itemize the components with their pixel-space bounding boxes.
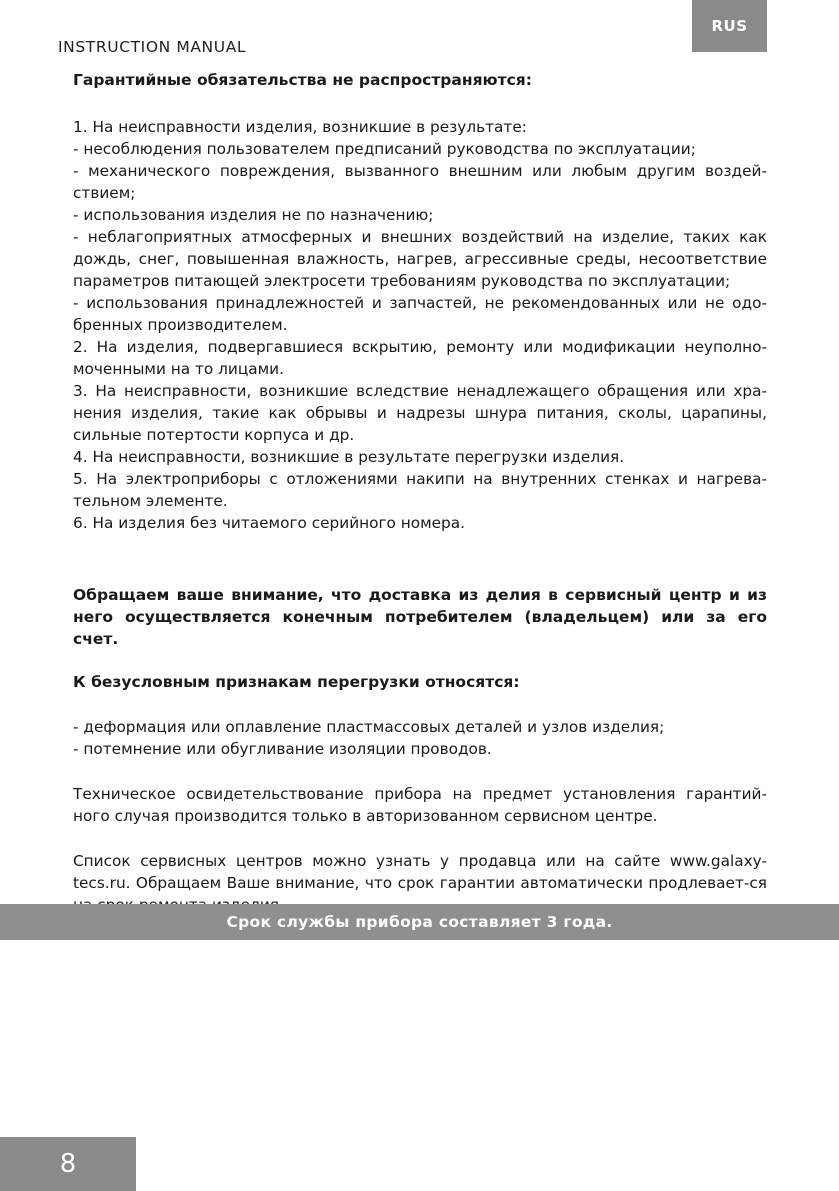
page-number: 8 bbox=[0, 1137, 136, 1191]
warranty-list bbox=[73, 116, 767, 534]
list-item: - потемнение или обугливание изоляции проводов. bbox=[73, 740, 492, 758]
list-item: - деформация или оплавление пластмассовых деталей и узлов изделия; bbox=[73, 718, 665, 736]
list-item: - использования принадлежностей и запчастей, не рекомендованных или не одо-бренных производителем. bbox=[73, 294, 767, 334]
list-item: - неблагоприятных атмосферных и внешних воздействий на изделие, таких как дождь, снег, повышенная влажность, нагрев, агрессивные среды, несоответствие параметров питающей электросети требованиям руководства по эксплуатации; bbox=[73, 228, 767, 290]
language-tab: RUS bbox=[692, 0, 767, 52]
service-centers-paragraph: Список сервисных центров можно узнать у продавца или на сайте www.galaxy-tecs.ru. Обращаем Ваше внимание, что срок гарантии автоматически продлевает-ся bbox=[73, 852, 767, 892]
manual-title: INSTRUCTION MANUAL bbox=[58, 38, 247, 56]
expertise-paragraph: Техническое освидетельствование прибора на предмет установления гарантий-ного случая производится только в авторизованном сервисном центре. bbox=[73, 785, 767, 825]
list-item: 2. На изделия, подвергавшиеся вскрытию, ремонту или модификации неуполно-моченными на то лицами. bbox=[73, 338, 767, 378]
list-item: - использования изделия не по назначению; bbox=[73, 206, 434, 224]
service-life-bar: Срок службы прибора составляет 3 года. bbox=[0, 904, 839, 940]
list-item: 5. На электроприборы с отложениями накипи на внутренних стенках и нагрева-тельном элементе. bbox=[73, 470, 767, 510]
delivery-notice: Обращаем ваше внимание, что доставка из делия в сервисный центр и из него осуществляется конечным потребителем (владельцем) или за его счет. bbox=[73, 586, 767, 648]
warranty-heading: Гарантийные обязательства не распространяются: bbox=[73, 71, 532, 89]
list-item: - механического повреждения, вызванного внешним или любым другим воздей-ствием; bbox=[73, 162, 767, 202]
page-content bbox=[73, 66, 767, 916]
list-item: 6. На изделия без читаемого серийного номера. bbox=[73, 514, 466, 532]
overload-heading: К безусловным признакам перегрузки относятся: bbox=[73, 673, 520, 691]
list-item: - несоблюдения пользователем предписаний руководства по эксплуатации; bbox=[73, 140, 696, 158]
list-item: 1. На неисправности изделия, возникшие в результате: bbox=[73, 118, 527, 136]
list-item: 4. На неисправности, возникшие в результате перегрузки изделия. bbox=[73, 448, 625, 466]
list-item: 3. На неисправности, возникшие вследствие ненадлежащего обращения или хра-нения изделия, такие как обрывы и надрезы шнура питания, сколы, царапины, сильные потертости корпуса и др. bbox=[73, 382, 767, 444]
overload-list bbox=[73, 716, 767, 760]
